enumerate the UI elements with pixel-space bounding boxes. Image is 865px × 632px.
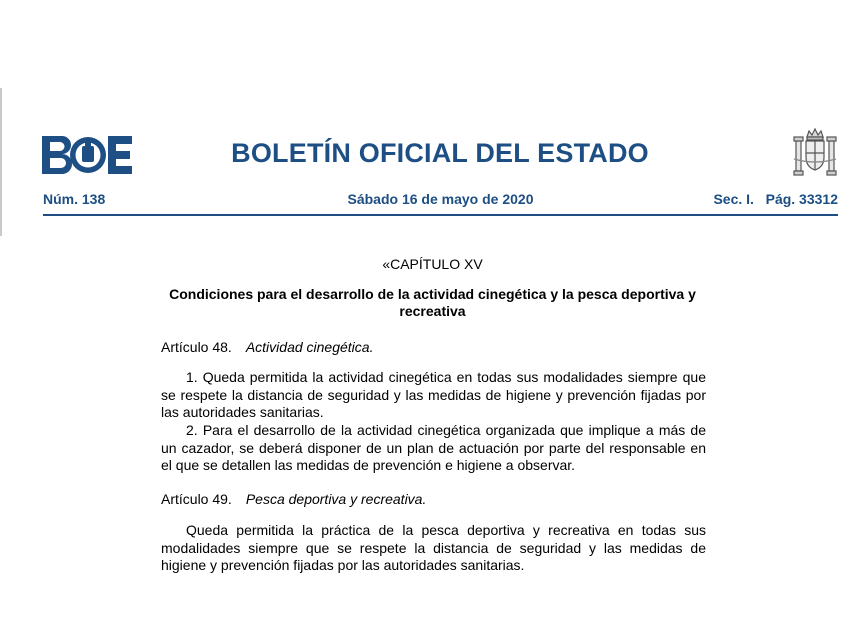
article-paragraph: Queda permitida la práctica de la pesca deportiva y recreativa en todas sus modalidades siempre que se respete la distancia de seguridad y las medidas de higiene y prevención fijadas por las autoridades sanitarias. — [161, 522, 706, 573]
article-heading — [161, 491, 426, 507]
chapter-heading: «CAPÍTULO XV — [382, 256, 483, 272]
boe-logo — [42, 136, 132, 174]
article-paragraph: 2. Para el desarrollo de la actividad cinegética organizada que implique a más de un cazador, se deberá disponer de un plan de actuación por parte del responsable en el que se detallen las medidas de prevención e higiene a observar. — [161, 422, 706, 473]
article-paragraph: 1. Queda permitida la actividad cinegética en todas sus modalidades siempre que se respete la distancia de seguridad y las medidas de higiene y prevención fijadas por las autoridades sanitarias. — [161, 369, 706, 420]
page-edge-line — [0, 88, 2, 236]
coat-of-arms-icon — [792, 127, 838, 179]
issue-number: Núm. 138 — [43, 191, 106, 207]
issue-meta — [43, 191, 838, 209]
header-rule — [43, 214, 838, 216]
article-heading — [161, 339, 373, 355]
chapter-subtitle: Condiciones para el desarrollo de la actividad cinegética y la pesca deportiva y recreativa — [169, 286, 696, 319]
article-title: Pesca deportiva y recreativa. — [245, 491, 427, 507]
article-title: Actividad cinegética. — [245, 339, 374, 355]
article-number: Artículo 49. — [161, 491, 232, 507]
issue-date: Sábado 16 de mayo de 2020 — [347, 191, 534, 207]
gazette-title: BOLETÍN OFICIAL DEL ESTADO — [231, 138, 649, 168]
section-page: Sec. I. Pág. 33312 — [713, 191, 838, 207]
article-number: Artículo 48. — [161, 339, 232, 355]
